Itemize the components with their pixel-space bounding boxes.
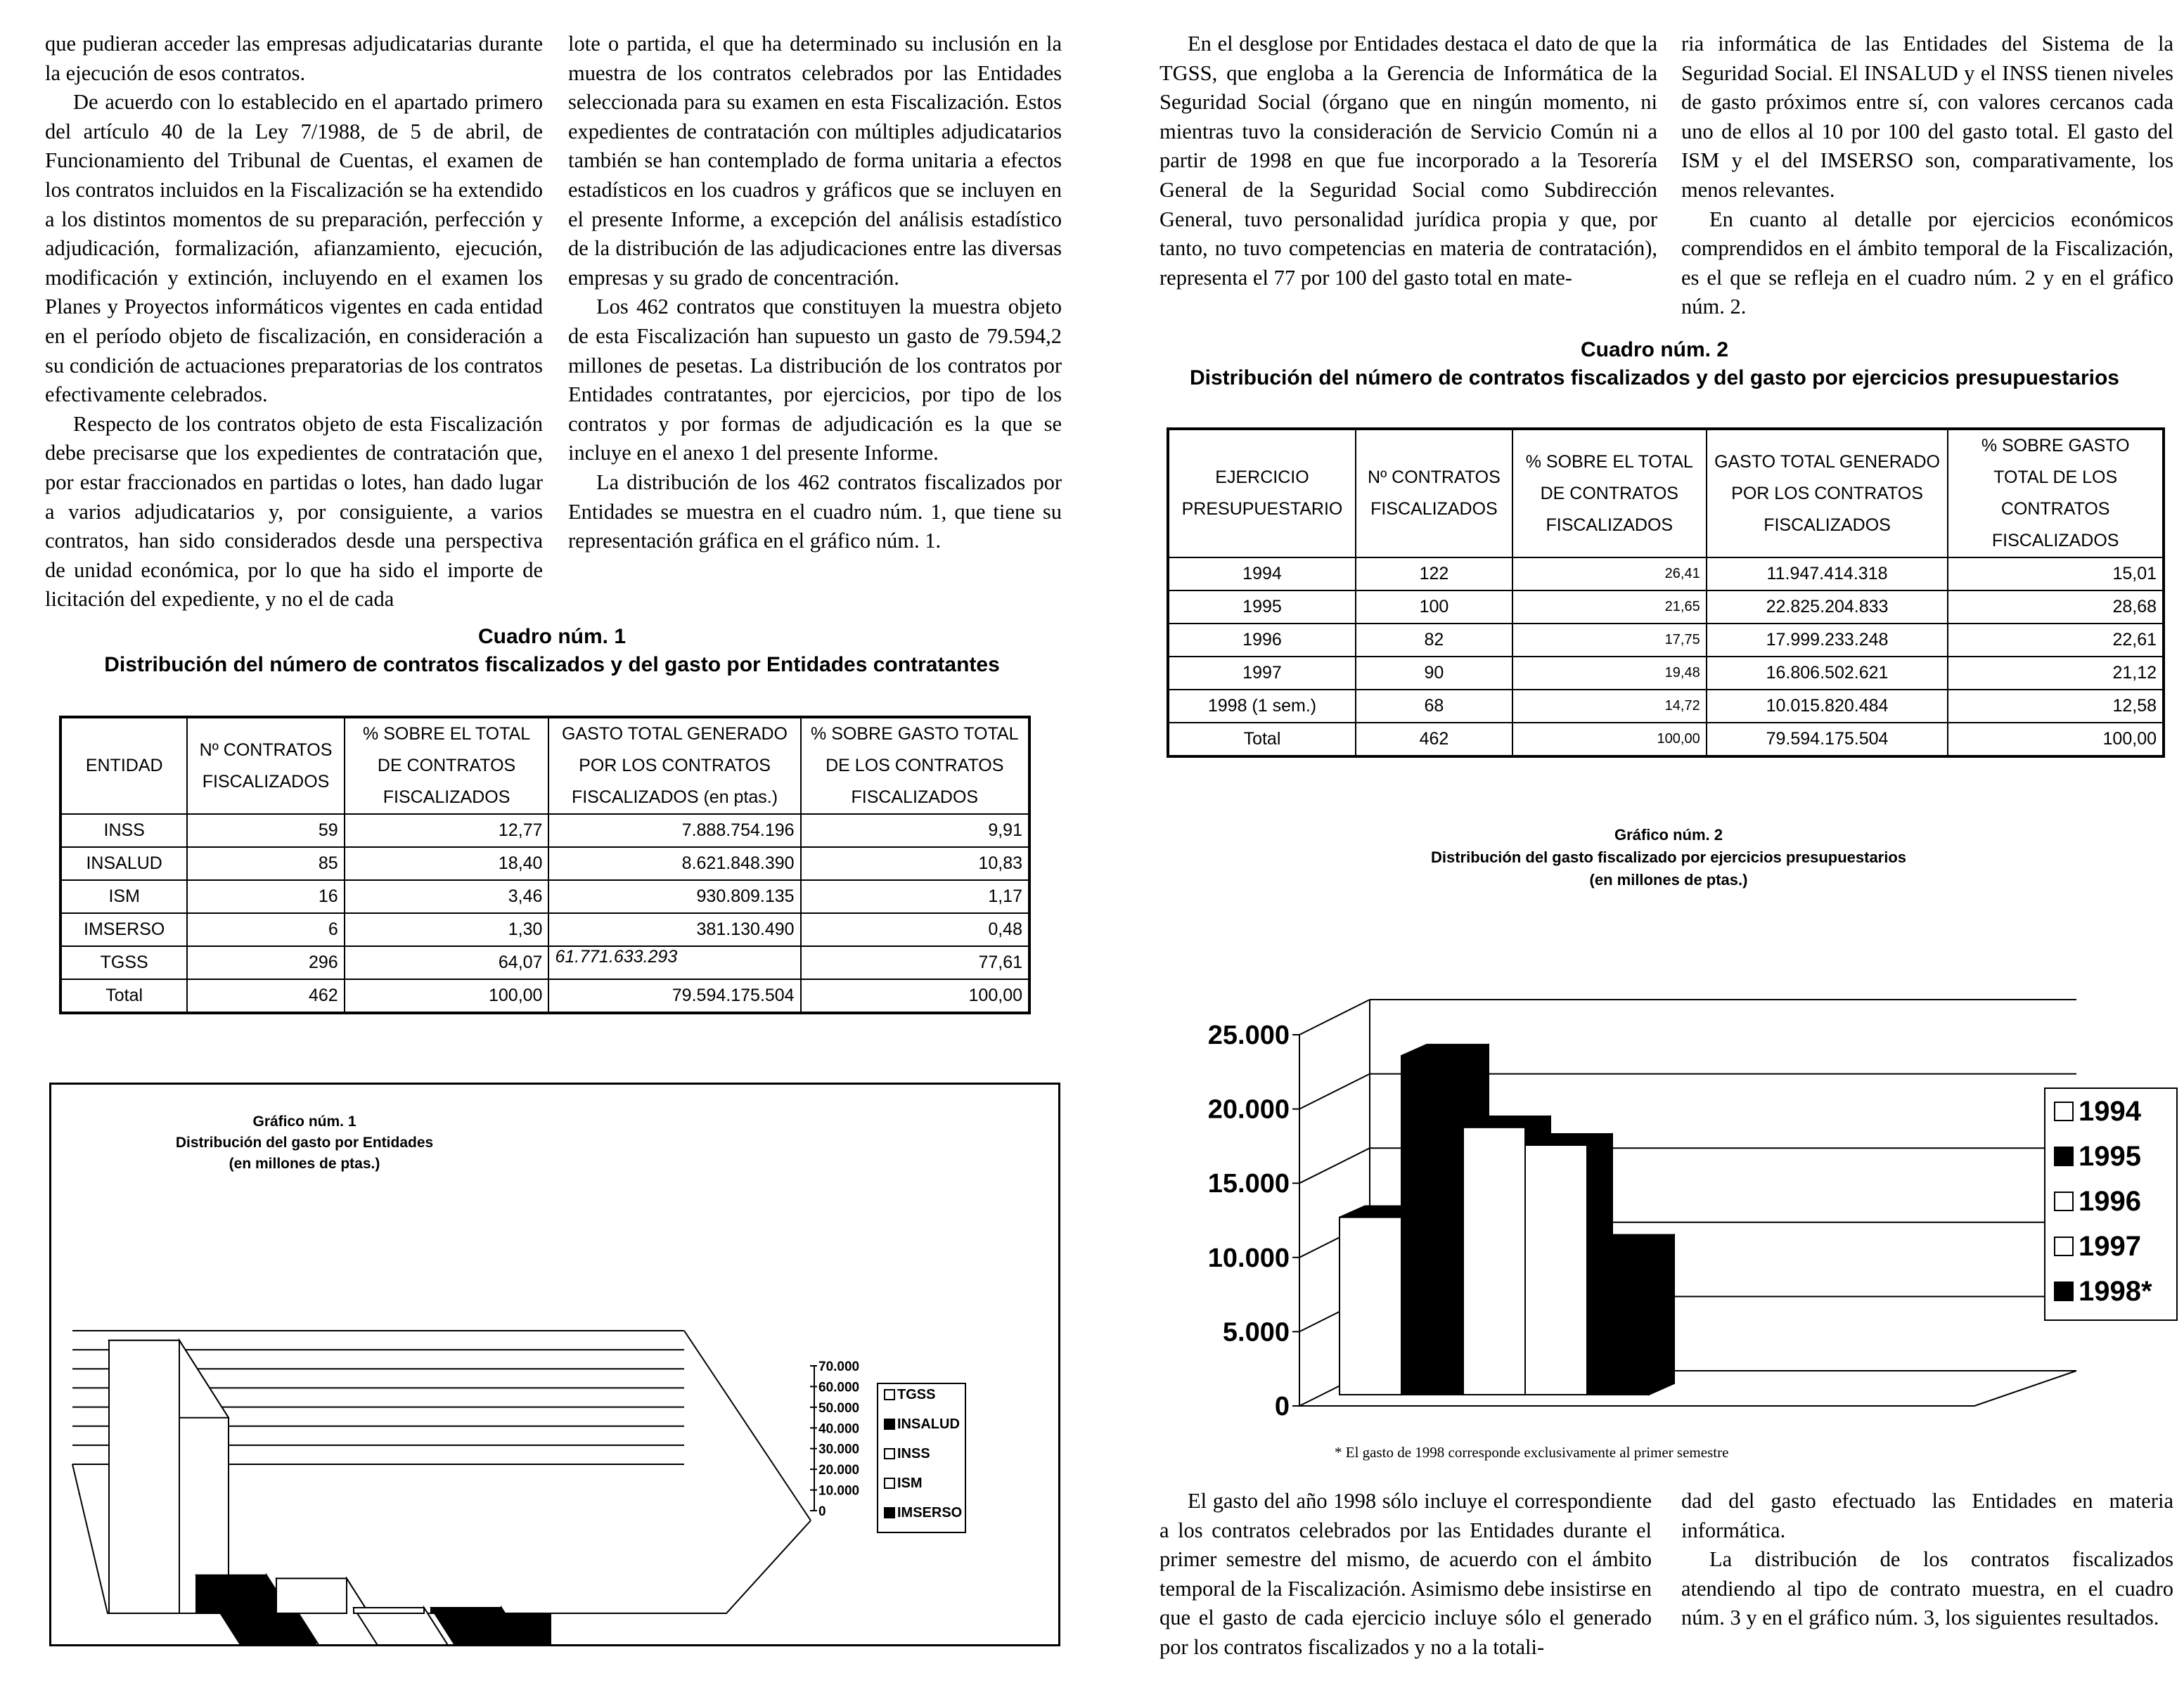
table-cell: Total <box>60 979 187 1013</box>
gridline-side <box>1299 1074 1370 1109</box>
table-cell: 12,77 <box>345 814 549 847</box>
table-row <box>1168 557 2164 590</box>
table-cell: 1998 (1 sem.) <box>1168 690 1356 723</box>
table-row <box>60 880 1029 913</box>
legend-swatch <box>885 1449 894 1459</box>
bar <box>1463 1128 1525 1395</box>
table-header-cell: % SOBRE EL TOTAL DE CONTRATOS FISCALIZADOS <box>1512 429 1707 557</box>
table-cell: 85 <box>187 847 344 880</box>
bar-side <box>1649 1234 1674 1395</box>
paragraph: En cuanto al detalle por ejercicios económicos comprendidos en el ámbito temporal de la Fiscalización, es el que se refleja en el cuadro núm. 2 y en el gráfico núm. 2. <box>1681 207 2173 319</box>
table-cell: 6 <box>187 913 344 946</box>
table-cell: 77,61 <box>801 946 1029 979</box>
table-cell: 7.888.754.196 <box>548 814 800 847</box>
bar <box>1340 1218 1401 1395</box>
table-row <box>60 814 1029 847</box>
y-tick-label: 60.000 <box>818 1380 860 1395</box>
table-cell: 8.621.848.390 <box>548 847 800 880</box>
paragraph: ria informática de las Entidades del Sistema de la Seguridad Social. El INSALUD y el INSS tienen niveles de gasto próximos entre sí, con valores cercanos cada uno de ellos al 10 por 100 del gasto total. El gasto del ISM y el del IMSERSO son, comparativamente, los menos relevantes. <box>1681 32 2173 202</box>
paragraph: El gasto del año 1998 sólo incluye el correspondiente a los contratos celebrados por las Entidades durante el primer semestre del mismo, de acuerdo con el ámbito temporal de la Fiscalización. Asimismo debe insistirse en que el gasto de cada ejercicio incluye sólo el generado por los contratos fiscalizados y no a la totali- <box>1160 1489 1652 1659</box>
chart2-title-text: Distribución del gasto fiscalizado por ejercicios presupuestarios <box>1430 848 1907 866</box>
table-cell: 9,91 <box>801 814 1029 847</box>
table-cell: 10,83 <box>801 847 1029 880</box>
table-cell: 11.947.414.318 <box>1707 557 1948 590</box>
paragraph: que pudieran acceder las empresas adjudicatarias durante la ejecución de esos contratos. <box>45 32 543 85</box>
table-cell: 26,41 <box>1512 557 1707 590</box>
table-header-cell: GASTO TOTAL GENERADO POR LOS CONTRATOS FISCALIZADOS <box>1707 429 1948 557</box>
y-tick-label: 20.000 <box>1207 1095 1290 1125</box>
right-text-column-1 <box>1160 30 1657 292</box>
table2-caption-title: Distribución del número de contratos fiscalizados y del gasto por ejercicios presupuestarios <box>1189 366 2119 389</box>
legend-label: IMSERSO <box>897 1505 963 1521</box>
right-page <box>1092 0 2184 1685</box>
chart2-footnote: * El gasto de 1998 corresponde exclusivamente al primer semestre <box>1335 1444 1729 1461</box>
table-cell: 100,00 <box>345 979 549 1013</box>
table1-caption-number: Cuadro núm. 1 <box>477 625 626 648</box>
legend-swatch <box>885 1419 894 1429</box>
table2-caption-number: Cuadro núm. 2 <box>1580 338 1728 361</box>
table-cell: 1,17 <box>801 880 1029 913</box>
bar <box>431 1608 501 1613</box>
bar <box>276 1578 347 1613</box>
table-row <box>1168 723 2164 756</box>
table-header-cell: Nº CONTRATOS FISCALIZADOS <box>187 717 344 814</box>
table-cell: 930.809.135 <box>548 880 800 913</box>
table-header-cell: EJERCICIO PRESUPUESTARIO <box>1168 429 1356 557</box>
legend-swatch <box>2055 1237 2073 1255</box>
table-row <box>1168 624 2164 657</box>
table-cell: 100,00 <box>1948 723 2164 756</box>
table-cell: 1995 <box>1168 590 1356 624</box>
legend-label: ISM <box>897 1476 923 1491</box>
paragraph: En el desglose por Entidades destaca el dato de que la TGSS, que engloba a la Gerencia de Informática de la Seguridad Social (órgano que en ningún momento, ni mientras tuvo la consideración de Servicio Común ni a partir de 1998 en que fue incorporado a la Tesorería General de la Seguridad Social como Subdirección General, tuvo personalidad jurídica propia y que, por tanto, no tuvo competencias en materia de contratación), representa el 77 por 100 del gasto total en mate- <box>1160 32 1657 290</box>
table-cell: 100,00 <box>1512 723 1707 756</box>
chart1-title-number: Gráfico núm. 1 <box>252 1113 356 1130</box>
gridline-side <box>1299 1148 1370 1183</box>
table-row <box>60 946 1029 979</box>
table-cell: 16.806.502.621 <box>1707 657 1948 690</box>
chart2-plot <box>1162 998 2184 1434</box>
table-cell: 79.594.175.504 <box>1707 723 1948 756</box>
table-cell: 21,65 <box>1512 590 1707 624</box>
legend-swatch <box>885 1508 894 1518</box>
table-cell: 12,58 <box>1948 690 2164 723</box>
legend-swatch <box>2055 1102 2073 1121</box>
table-cell: 462 <box>1356 723 1512 756</box>
table-cell: 18,40 <box>345 847 549 880</box>
right-text-column-2 <box>1681 30 2173 322</box>
y-tick-label: 15.000 <box>1207 1169 1290 1199</box>
bar <box>196 1575 266 1613</box>
table-cell: 17.999.233.248 <box>1707 624 1948 657</box>
chart1-plot <box>51 1085 1058 1644</box>
table-cell: 1996 <box>1168 624 1356 657</box>
chart2-title-units: (en millones de ptas.) <box>1589 871 1748 889</box>
table-row <box>1168 690 2164 723</box>
right-bottom-column-1 <box>1160 1487 1652 1663</box>
table-cell: 59 <box>187 814 344 847</box>
chart1-title-text: Distribución del gasto por Entidades <box>175 1135 434 1151</box>
paragraph: De acuerdo con lo establecido en el apartado primero del artículo 40 de la Ley 7/1988, de 5 de abril, de Funcionamiento del Tribunal de Cuentas, el examen de los contratos incluidos en la Fiscalización se ha extendido a los distintos momentos de su preparación, perfección y adjudicación, formalización, afianzamiento, ejecución, modificación y extinción, incluyendo en el examen los Planes y Proyectos informáticos vigentes en cada entidad en el período objeto de fiscalización, en consideración a su condición de actuaciones preparatorias de los contratos efectivamente celebrados. <box>45 90 543 407</box>
paragraph: La distribución de los 462 contratos fiscalizados por Entidades se muestra en el cuadro núm. 1, que tiene su representación gráfica en el gráfico núm. 1. <box>568 470 1062 553</box>
chart1-title-units: (en millones de ptas.) <box>229 1156 380 1172</box>
table-cell: 381.130.490 <box>548 913 800 946</box>
table-cell: IMSERSO <box>60 913 187 946</box>
table-cell: 16 <box>187 880 344 913</box>
table-cell: 1,30 <box>345 913 549 946</box>
y-tick-label: 5.000 <box>1222 1317 1290 1348</box>
legend-swatch <box>2055 1147 2073 1166</box>
legend-label: INSS <box>897 1446 930 1461</box>
table1-caption <box>28 623 1076 679</box>
y-tick-label: 0 <box>1274 1392 1290 1421</box>
left-text-column-1 <box>45 30 543 614</box>
table-cell: 17,75 <box>1512 624 1707 657</box>
table-row <box>60 847 1029 880</box>
legend-swatch <box>885 1390 894 1400</box>
legend-label: 1997 <box>2079 1231 2141 1262</box>
table-row <box>1168 590 2164 624</box>
table-cell: 1994 <box>1168 557 1356 590</box>
table-cell: Total <box>1168 723 1356 756</box>
y-tick-label: 0 <box>818 1504 826 1519</box>
y-tick-label: 10.000 <box>1207 1243 1290 1273</box>
table2-ejercicios <box>1167 427 2165 758</box>
table-cell: 61.771.633.293 <box>548 946 800 979</box>
left-text-column-2 <box>568 30 1062 556</box>
paragraph: lote o partida, el que ha determinado su inclusión en la muestra de los contratos celebrados por las Entidades seleccionada para su examen en esta Fiscalización. Estos expedientes de contratación con múltiples adjudicatarios también se han contemplado de forma unitaria a efectos estadísticos en los cuadros y gráficos que se incluyen en el presente Informe, a excepción del análisis estadístico de la distribución de las adjudicaciones entre las diversas empresas y su grado de concentración. <box>568 32 1062 290</box>
y-tick-label: 20.000 <box>818 1463 860 1478</box>
legend-label: 1996 <box>2079 1186 2141 1217</box>
table-row <box>60 913 1029 946</box>
table-cell: TGSS <box>60 946 187 979</box>
y-tick-label: 50.000 <box>818 1400 860 1416</box>
gridline-side <box>1299 1000 1370 1035</box>
table-cell: 15,01 <box>1948 557 2164 590</box>
paragraph: dad del gasto efectuado las Entidades en materia informática. <box>1681 1489 2173 1542</box>
bar <box>1525 1145 1587 1395</box>
table2-caption <box>1134 336 2175 392</box>
chart2-title <box>1176 824 2161 891</box>
y-tick-label: 40.000 <box>818 1421 860 1437</box>
table-cell: 22.825.204.833 <box>1707 590 1948 624</box>
table-cell: 19,48 <box>1512 657 1707 690</box>
table-cell: 79.594.175.504 <box>548 979 800 1013</box>
table-cell: 100 <box>1356 590 1512 624</box>
table-cell: 68 <box>1356 690 1512 723</box>
legend-label: 1995 <box>2079 1141 2141 1172</box>
bar <box>354 1608 424 1613</box>
y-tick-label: 70.000 <box>818 1360 860 1374</box>
table-cell: 3,46 <box>345 880 549 913</box>
table-cell: 22,61 <box>1948 624 2164 657</box>
table-cell: 122 <box>1356 557 1512 590</box>
y-tick-label: 25.000 <box>1207 1021 1290 1050</box>
table-cell: INSS <box>60 814 187 847</box>
table-header-cell: ENTIDAD <box>60 717 187 814</box>
table1-entidades <box>59 716 1031 1014</box>
legend-label: TGSS <box>897 1387 936 1402</box>
table-header-cell: % SOBRE GASTO TOTAL DE LOS CONTRATOS FISCALIZADOS <box>801 717 1029 814</box>
paragraph: La distribución de los contratos fiscalizados atendiendo al tipo de contrato muestra, en el cuadro núm. 3 y en el gráfico núm. 3, los siguientes resultados. <box>1681 1547 2173 1630</box>
legend-label: 1994 <box>2079 1096 2141 1127</box>
table-cell: 1997 <box>1168 657 1356 690</box>
bar <box>109 1341 179 1613</box>
table-cell: 462 <box>187 979 344 1013</box>
chart-wall-edge <box>684 1331 811 1521</box>
table-cell: 10.015.820.484 <box>1707 690 1948 723</box>
legend-swatch <box>2055 1192 2073 1211</box>
table-cell: 21,12 <box>1948 657 2164 690</box>
paragraph: Los 462 contratos que constituyen la muestra objeto de esta Fiscalización han supuesto un gasto de 79.594,2 millones de pesetas. La distribución de los contratos por Entidades contratantes, por ejercicios, por tipo de los contratos y por formas de adjudicación es la que se incluye en el anexo 1 del presente Informe. <box>568 295 1062 465</box>
table-row <box>1168 657 2164 690</box>
table-cell: 64,07 <box>345 946 549 979</box>
table-header-cell: GASTO TOTAL GENERADO POR LOS CONTRATOS FISCALIZADOS (en ptas.) <box>548 717 800 814</box>
y-tick-label: 10.000 <box>818 1483 860 1499</box>
table-cell: 90 <box>1356 657 1512 690</box>
table-header-cell: % SOBRE EL TOTAL DE CONTRATOS FISCALIZADOS <box>345 717 549 814</box>
legend-label: 1998* <box>2079 1276 2152 1307</box>
legend-swatch <box>2055 1282 2073 1300</box>
table-cell: 14,72 <box>1512 690 1707 723</box>
table-cell: 296 <box>187 946 344 979</box>
y-tick-label: 30.000 <box>818 1442 860 1457</box>
table-cell: 28,68 <box>1948 590 2164 624</box>
paragraph: Respecto de los contratos objeto de esta Fiscalización debe precisarse que los expedientes de contratación que, por estar fraccionados en partidas o lotes, han dado lugar a varios adjudicatarios y, por consiguiente, a varios contratos, han sido considerados desde una perspectiva de unidad económica, por lo que ha sido el importe de licitación del expediente, y no el de cada <box>45 411 543 612</box>
bar <box>1587 1246 1649 1395</box>
table-header-cell: Nº CONTRATOS FISCALIZADOS <box>1356 429 1512 557</box>
table-row <box>60 979 1029 1013</box>
table-cell: 100,00 <box>801 979 1029 1013</box>
table-header-cell: % SOBRE GASTO TOTAL DE LOS CONTRATOS FISCALIZADOS <box>1948 429 2164 557</box>
table-cell: 82 <box>1356 624 1512 657</box>
chart2-title-number: Gráfico núm. 2 <box>1614 826 1723 844</box>
table-cell: INSALUD <box>60 847 187 880</box>
chart1-frame <box>49 1083 1060 1646</box>
bar <box>1401 1056 1463 1395</box>
table1-caption-title: Distribución del número de contratos fiscalizados y del gasto por Entidades contratantes <box>104 653 1000 676</box>
table-cell: 0,48 <box>801 913 1029 946</box>
right-bottom-column-2 <box>1681 1487 2173 1633</box>
table-cell: ISM <box>60 880 187 913</box>
legend-label: INSALUD <box>897 1416 960 1432</box>
legend-swatch <box>885 1478 894 1488</box>
